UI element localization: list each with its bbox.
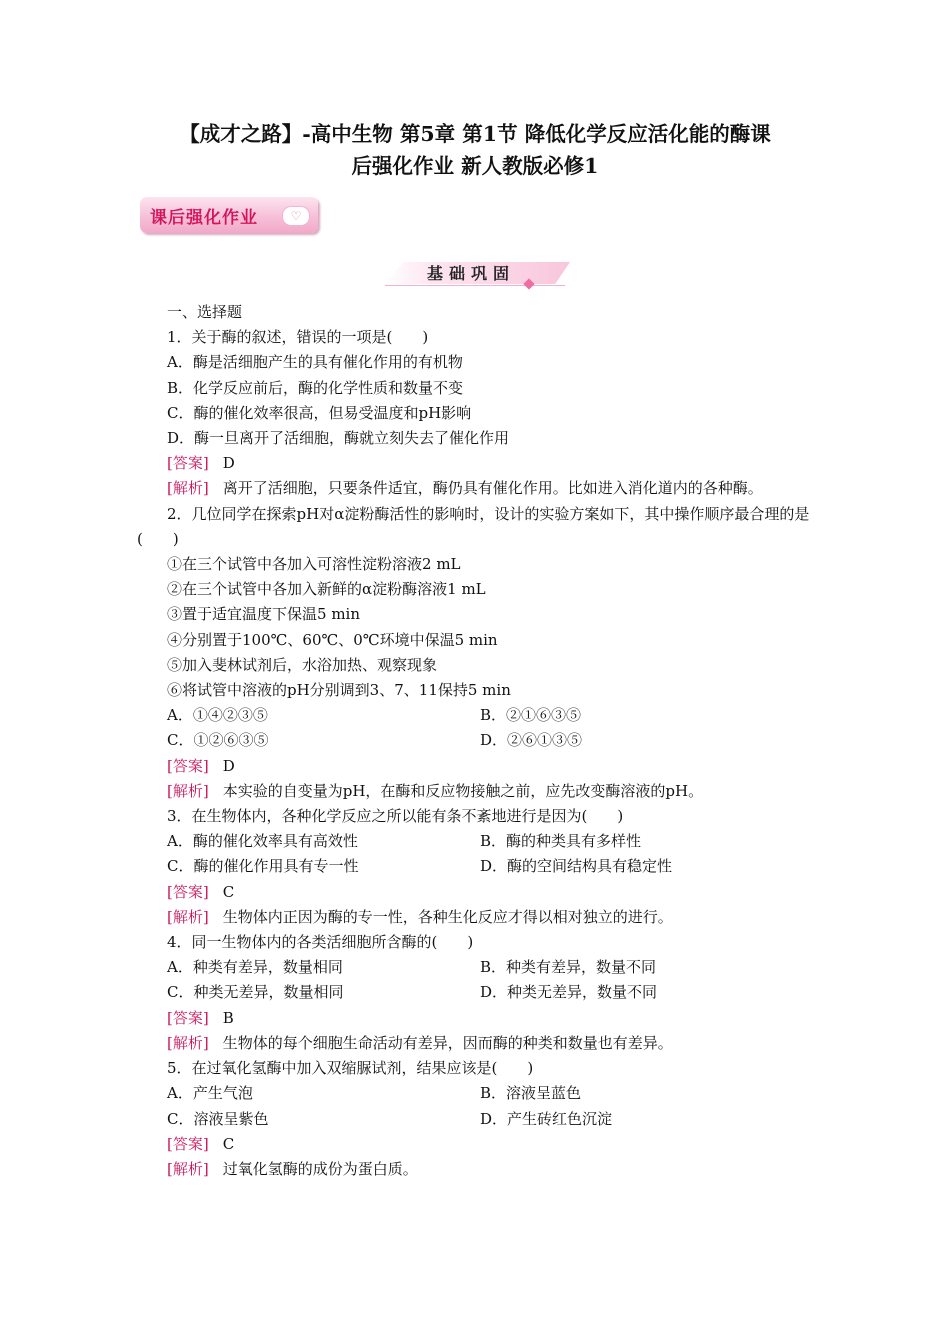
question-2-option-d: D．②⑥①③⑤ — [480, 731, 583, 750]
analysis-text: 生物体内正因为酶的专一性，各种生化反应才得以相对独立的进行。 — [222, 907, 673, 926]
question-2-options-row-2 — [137, 728, 817, 753]
analysis-text: 生物体的每个细胞生命活动有差异，因而酶的种类和数量也有差异。 — [222, 1033, 673, 1052]
answer-value: D — [222, 454, 235, 473]
analysis-tag: [解析] — [167, 907, 209, 926]
question-2-step-3: ③置于适宜温度下保温5 min — [167, 605, 360, 624]
questions-header: 一、选择题 — [167, 303, 243, 321]
question-1-option-a: A．酶是活细胞产生的具有催化作用的有机物 — [167, 353, 463, 372]
section-heading-label: 基础巩固 — [427, 264, 516, 283]
question-2-step-2: ②在三个试管中各加入新鲜的α淀粉酶溶液1 mL — [167, 580, 486, 599]
question-4-option-b: B．种类有差异，数量不同 — [480, 958, 657, 977]
question-3-stem: 3．在生物体内，各种化学反应之所以能有条不紊地进行是因为( ) — [167, 807, 624, 826]
question-3-option-c: C．酶的催化作用具有专一性 — [167, 857, 359, 876]
question-1-analysis — [137, 476, 817, 501]
question-1-answer — [137, 451, 817, 476]
heart-icon: ♡ — [282, 206, 310, 226]
title-line-2: 后强化作业 新人教版必修1 — [351, 154, 599, 178]
section-heading — [385, 258, 575, 288]
question-3-option-a: A．酶的催化效率具有高效性 — [167, 832, 358, 851]
question-5-stem: 5．在过氧化氢酶中加入双缩脲试剂，结果应该是( ) — [167, 1059, 534, 1078]
question-2-option-b: B．②①⑥③⑤ — [480, 706, 582, 725]
answer-value: B — [222, 1008, 234, 1027]
question-3-options-row-1 — [137, 829, 817, 854]
question-1-option-b: B．化学反应前后，酶的化学性质和数量不变 — [167, 378, 464, 397]
question-5-option-c: C．溶液呈紫色 — [167, 1109, 269, 1128]
answer-tag: [答案] — [167, 454, 209, 473]
question-2-step-4: ④分别置于100℃、60℃、0℃环境中保温5 min — [167, 630, 498, 649]
question-2-step-5: ⑤加入斐林试剂后，水浴加热、观察现象 — [167, 655, 438, 674]
question-2-answer — [137, 754, 817, 779]
document-title — [0, 118, 950, 182]
answer-tag: [答案] — [167, 1008, 209, 1027]
analysis-text: 离开了活细胞，只要条件适宜，酶仍具有催化作用。比如进入消化道内的各种酶。 — [222, 479, 763, 498]
question-4-option-c: C．种类无差异，数量相同 — [167, 983, 344, 1002]
question-3-answer — [137, 880, 817, 905]
homework-banner — [140, 197, 318, 233]
question-1-option-d: D．酶一旦离开了活细胞，酶就立刻失去了催化作用 — [167, 429, 510, 448]
question-5-option-d: D．产生砖红色沉淀 — [480, 1109, 613, 1128]
question-1-stem: 1．关于酶的叙述，错误的一项是( ) — [167, 328, 429, 347]
question-2-step-6: ⑥将试管中溶液的pH分别调到3、7、11保持5 min — [167, 681, 511, 700]
analysis-tag: [解析] — [167, 1159, 209, 1178]
question-4-answer — [137, 1006, 817, 1031]
question-1-option-c: C．酶的催化效率很高，但易受温度和pH影响 — [167, 403, 472, 422]
section-heading-underline — [385, 285, 565, 286]
question-2-option-c: C．①②⑥③⑤ — [167, 731, 269, 750]
question-4-option-a: A．种类有差异，数量相同 — [167, 958, 343, 977]
question-5-options-row-1 — [137, 1081, 817, 1106]
title-line-1: 【成才之路】-高中生物 第5章 第1节 降低化学反应活化能的酶课 — [179, 122, 771, 146]
question-3-option-b: B．酶的种类具有多样性 — [480, 832, 642, 851]
question-5-analysis — [137, 1157, 817, 1182]
analysis-tag: [解析] — [167, 781, 209, 800]
question-3-options-row-2 — [137, 854, 817, 879]
question-5-option-a: A．产生气泡 — [167, 1084, 253, 1103]
question-2-step-1: ①在三个试管中各加入可溶性淀粉溶液2 mL — [167, 555, 461, 574]
analysis-text: 过氧化氢酶的成份为蛋白质。 — [222, 1159, 418, 1178]
analysis-tag: [解析] — [167, 1033, 209, 1052]
question-5-answer — [137, 1132, 817, 1157]
banner-label: 课后强化作业 — [150, 208, 258, 228]
question-4-options-row-1 — [137, 955, 817, 980]
answer-value: C — [222, 882, 235, 901]
question-4-option-d: D．种类无差异，数量不同 — [480, 983, 658, 1002]
question-3-analysis — [137, 905, 817, 930]
answer-value: C — [222, 1134, 235, 1153]
question-4-options-row-2 — [137, 980, 817, 1005]
question-4-analysis — [137, 1031, 817, 1056]
question-4-stem: 4．同一生物体内的各类活细胞所含酶的( ) — [167, 933, 474, 952]
question-2-options-row-1 — [137, 703, 817, 728]
question-5-options-row-2 — [137, 1107, 817, 1132]
answer-value: D — [222, 756, 235, 775]
question-3-option-d: D．酶的空间结构具有稳定性 — [480, 857, 673, 876]
analysis-tag: [解析] — [167, 479, 209, 498]
question-2-analysis — [137, 779, 817, 804]
analysis-text: 本实验的自变量为pH，在酶和反应物接触之前，应先改变酶溶液的pH。 — [222, 781, 704, 800]
question-2-option-a: A．①④②③⑤ — [167, 706, 268, 725]
question-2-stem: 2．几位同学在探索pH对α淀粉酶活性的影响时，设计的实验方案如下，其中操作顺序最合理的是( ) — [137, 504, 810, 548]
answer-tag: [答案] — [167, 882, 209, 901]
answer-tag: [答案] — [167, 756, 209, 775]
question-5-option-b: B．溶液呈蓝色 — [480, 1084, 582, 1103]
answer-tag: [答案] — [167, 1134, 209, 1153]
question-list — [137, 300, 817, 1182]
